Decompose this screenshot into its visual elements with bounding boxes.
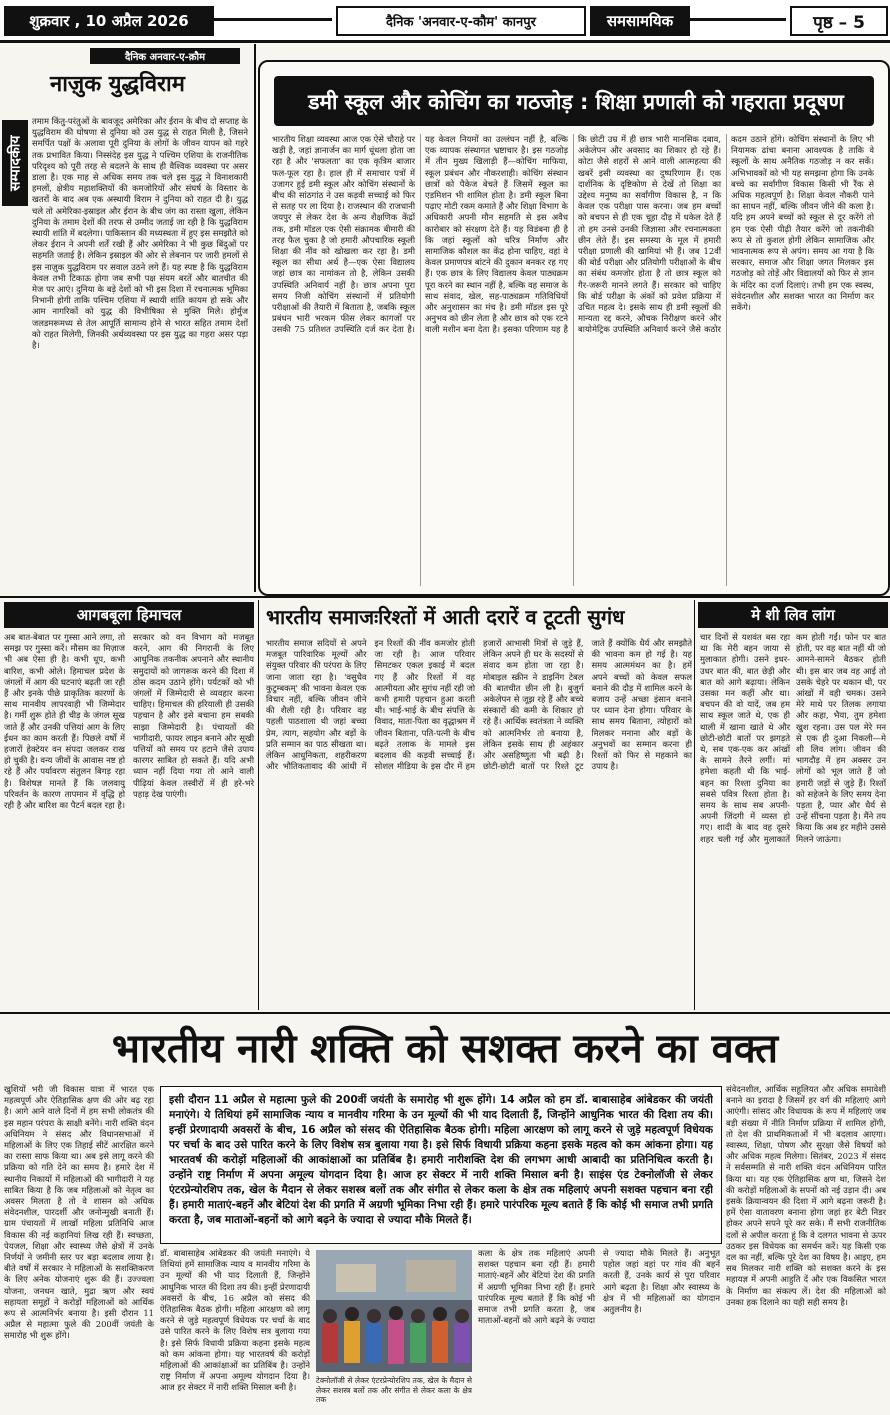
editorial-text: तमाम किंतु-परंतुओं के बावजूद अमेरिका और ईरान के बीच दो सप्ताह के युद्धविराम की घोषणा से दुनिया को उस युद्ध से राहत मिली है, जिसने समर्पित पक्षों के अलावा पूरी दुनिया के लोगों के जीवन यापन को गहरे तक प्रभावित किया। निस्संदेह इस युद्ध ने पश्चिम एशिया के राजनीतिक परिदृश्य को पूरी तरह से बदलने के साथ ही वैश्विक व्यवस्था पर असर डाला है। एक माह से अधिक समय तक चले इस युद्ध ने विनाशकारी हमलों, क्षेत्रीय महाशक्तियों की कमजोरियों और संघर्ष के विस्तार के खतरों के बाद अब एक अस्थायी विराम ने दुनिया को राहत दी है। युद्ध चले तो अमेरिका-इस्राइल और ईरान के बीच जंग का रास्ता खुला, लेकिन दुनिया के तमाम देशों की तरफ से उम्मीद जताई जा रही है कि युद्धविराम स्थायी शांति में बदलेगा। पाकिस्तान की मध्यस्थता में हुए इस समझौते को लेकर ईरान ने अपनी शर्तें रखी हैं और अमेरिका ने भी कुछ बिंदुओं पर सहमति जताई है। लेकिन इस्राइल की ओर से लेबनान पर जारी हमलों से इस नाज़ुक युद्धविराम पर सवाल उठने लगे हैं। यह स्पष्ट है कि युद्धविराम केवल तभी टिकाऊ होगा जब सभी पक्ष संयम बरतें और बातचीत की मेज पर आएं। दुनिया के बड़े देशों को भी इस दिशा में रचनात्मक भूमिका निभानी होगी ताकि पश्चिम एशिया में स्थायी शांति कायम हो सके और आम नागरिकों को युद्ध की विभीषिका से मुक्ति मिले। होर्मुज जलडमरूमध्य से तेल आपूर्ति सामान्य होने से भारत सहित तमाम देशों को राहत मिलेगी, जिनकी अर्थव्यवस्था पर इस युद्ध का गहरा असर पड़ा है। <box>32 116 248 351</box>
feature-mid2-column <box>478 1248 720 1414</box>
live-long-text: चार दिनों से यशवंत बस रहा था कि मेरी बहन जाया से मुलाकात होगी। उसने इधर-उधर बात की, बात छेड़ी और बात को आगे बढ़ाया। लेकिन उसका मन कहीं और था। बचपन की वो यादें, जब हम साथ स्कूल जाते थे, एक ही थाली में खाना खाते थे और छोटी-छोटी बातों पर झगड़ते थे, सब एक-एक कर आंखों के सामने तैरने लगीं। मां हमेशा कहती थी कि भाई-बहन का रिश्ता दुनिया का सबसे पवित्र रिश्ता होता है। समय के साथ सब अपनी-अपनी जिंदगी में व्यस्त हो गए। शादी के बाद वह दूसरे शहर चली गई और मुलाकातें कम होती गईं। फोन पर बात होती, पर वह बात नहीं थी जो आमने-सामने बैठकर होती थी। इस बार जब वह आई तो उसके चेहरे पर थकान थी, पर आंखों में वही चमक। उसने मेरे माथे पर तिलक लगाया और कहा, भैया, तुम हमेशा खुश रहना। उस पल मेरे मन से एक ही दुआ निकली—मे शी लिव लांग। जीवन की भागदौड़ में हम अक्सर उन लोगों को भूल जाते हैं जो हमारी जड़ों से जुड़े हैं। रिश्तों को सहेजने के लिए समय देना पड़ता है, प्यार और धैर्य से उन्हें सींचना पड़ता है। मैंने तय किया कि अब हर महीने उससे मिलने जाऊंगा। <box>700 632 886 844</box>
himachal-title: आगबबूला हिमाचल <box>4 602 254 628</box>
feature-title: भारतीय नारी शक्ति को सशक्त करने का वक्त <box>111 1026 779 1072</box>
feature-right-column <box>726 1084 886 1414</box>
page-number: पृष्ठ – 5 <box>813 12 865 33</box>
editorial-side-label: सम्पादकीय <box>2 120 28 206</box>
lead-text: भारतीय शिक्षा व्यवस्था आज एक ऐसे चौराहे पर खड़ी है, जहां ज्ञानार्जन का मार्ग धूंधला होता जा रहा है और 'सफलता' का एक कृत्रिम बाजार फल-फूल रहा है। हाल ही में समाचार पत्रों में उजागर हुई डमी स्कूल और कोचिंग संस्थानों के बीच की सांठगांठ ने उस कड़वी सच्चाई को फिर से सतह पर ला दिया है। राजस्थान की राजधानी जयपुर से लेकर देश के अन्य शैक्षणिक केंद्रों तक, डमी मॉडल एक ऐसी संक्रामक बीमारी की तरह फैल चुका है जो हमारी औपचारिक स्कूली शिक्षा की नींव को खोखला कर रहा है। डमी स्कूल का सीधा अर्थ है—एक ऐसा विद्यालय जहां छात्र का नामांकन तो है, लेकिन उसकी उपस्थिति अनिवार्य नहीं है। छात्र अपना पूरा समय निजी कोचिंग संस्थानों में प्रतियोगी परीक्षाओं की तैयारी में बिताता है, जबकि स्कूल प्रबंधन भारी भरकम फीस लेकर कागजों पर उसकी 75 प्रतिशत उपस्थिति दर्ज कर देता है। यह केवल नियमों का उल्लंघन नहीं है, बल्कि एक व्यापक संस्थागत भ्रष्टाचार है। इस गठजोड़ में तीन मुख्य खिलाड़ी हैं—कोचिंग माफिया, स्कूल प्रबंधन और नौकरशाही। कोचिंग संस्थान छात्रों को पैकेज बेचते हैं जिसमें स्कूल का एडमिशन भी शामिल होता है। डमी स्कूल बिना पढ़ाए मोटी रकम कमाते हैं और शिक्षा विभाग के अधिकारी अपनी मौन सहमति से इस अवैध कारोबार को संरक्षण देते हैं। यह विडंबना ही है कि जहां स्कूलों को चरित्र निर्माण और सामाजिक कौशल का केंद्र होना चाहिए, वहां वे केवल प्रमाणपत्र बांटने की दुकान बनकर रह गए हैं। एक छात्र के लिए विद्यालय केवल पाठ्यक्रम पूरा करने का स्थान नहीं है, बल्कि वह समाज के साथ संवाद, खेल, सह-पाठ्यक्रम गतिविधियों और अनुशासन का मंच है। डमी मॉडल इस पूरे अनुभव को छीन लेता है और छात्र को एक रटने वाली मशीन बना देता है। इसका परिणाम यह है कि छोटी उम्र में ही छात्र भारी मानसिक दबाव, अकेलेपन और अवसाद का शिकार हो रहे हैं। कोटा जैसे शहरों से आने वाली आत्महत्या की खबरें इसी व्यवस्था का दुष्परिणाम हैं। एक दार्शनिक के दृष्टिकोण से देखें तो शिक्षा का उद्देश्य मनुष्य का सर्वांगीण विकास है, न कि केवल एक परीक्षा पास करना। जब हम बच्चों को बचपन से ही एक चूहा दौड़ में धकेल देते हैं तो हम उनसे उनकी जिज्ञासा और रचनात्मकता छीन लेते हैं। इस समस्या के मूल में हमारी परीक्षा प्रणाली की खामियां भी हैं। जब 12वीं की बोर्ड परीक्षा और प्रतियोगी परीक्षाओं के बीच का संबंध कमजोर होता है तो छात्र स्कूल को गैर-जरूरी मानने लगते हैं। सरकार को चाहिए कि बोर्ड परीक्षा के अंकों को प्रवेश प्रक्रिया में उचित महत्व दे। इसके साथ ही डमी स्कूलों की मान्यता रद्द करने, औचक निरीक्षण करने और बायोमेट्रिक उपस्थिति अनिवार्य करने जैसे कठोर कदम उठाने होंगे। कोचिंग संस्थानों के लिए भी नियामक ढांचा बनाना आवश्यक है ताकि वे स्कूलों के साथ अनैतिक गठजोड़ न कर सकें। अभिभावकों को भी यह समझना होगा कि उनके बच्चे का सर्वांगीण विकास किसी भी रैंक से अधिक महत्वपूर्ण है। शिक्षा केवल नौकरी पाने का साधन नहीं, बल्कि जीवन जीने की कला है। यदि हम अपने बच्चों को स्कूल से दूर करेंगे तो हम एक ऐसी पीढ़ी तैयार करेंगे जो तकनीकी रूप से तो कुशल होगी लेकिन सामाजिक और भावनात्मक रूप से अपंग। समय आ गया है कि सरकार, समाज और शिक्षा जगत मिलकर इस गठजोड़ को तोड़ें और विद्यालयों को फिर से ज्ञान के मंदिर का दर्जा दिलाएं। तभी हम एक स्वस्थ, संवेदनशील और सशक्त भारत का निर्माण कर सकेंगे। <box>272 134 874 335</box>
divider-2 <box>0 1012 890 1014</box>
lead-title: डमी स्कूल और कोचिंग का गठजोड़ : शिक्षा प्रणाली को गहराता प्रदूषण <box>308 90 844 114</box>
feature-caption-text: टेक्नोलॉजी से लेकर एंटरप्रेन्योरशिप तक, खेल के मैदान से लेकर सशस्त्र बलों तक और संगीत से लेकर कला के क्षेत्र तक <box>316 1376 472 1405</box>
header-rule-right <box>690 18 786 21</box>
society-body <box>266 638 692 1006</box>
page-number-box <box>790 6 888 36</box>
feature-lead-box <box>160 1086 722 1244</box>
section-box <box>590 6 690 36</box>
feature-left-column <box>4 1084 154 1414</box>
date-box <box>4 6 214 36</box>
feature-photo <box>316 1250 472 1372</box>
himachal-body <box>4 632 254 1006</box>
editorial-body <box>32 116 248 586</box>
feature-left-text: खुशियों भरी जी विकास यात्रा में भारत एक महत्वपूर्ण और ऐतिहासिक क्षण की ओर बढ़ रहा है। आगे आने वाले दिनों में हम सभी लोकतंत्र की इस महान परंपरा के साक्षी बनेंगे। नारी शक्ति वंदन अधिनियम ने संसद और विधानसभाओं में महिलाओं के लिए एक तिहाई सीटें आरक्षित करने का रास्ता साफ किया था। अब इसे लागू करने की प्रक्रिया को गति देने का समय है। हमारे देश में स्थानीय निकायों में महिलाओं की भागीदारी ने यह साबित किया है कि जब महिलाओं को नेतृत्व का अवसर मिलता है तो वे शासन को अधिक संवेदनशील, पारदर्शी और जनोन्मुखी बनाती हैं। ग्राम पंचायतों में लाखों महिला प्रतिनिधि आज विकास की नई कहानियां लिख रही हैं। स्वच्छता, पेयजल, शिक्षा और स्वास्थ्य जैसे क्षेत्रों में उनके निर्णयों ने जमीनी स्तर पर बड़ा बदलाव लाया है। बीते वर्षों में सरकार ने महिलाओं के सशक्तिकरण के लिए अनेक योजनाएं शुरू की हैं। उज्ज्वला योजना, जनधन खाते, मुद्रा ऋण और स्वयं सहायता समूहों ने करोड़ों महिलाओं को आर्थिक रूप से आत्मनिर्भर बनाया है। इसी दौरान 11 अप्रैल से महात्मा फुले की 200वीं जयंती के समारोह भी शुरू होंगे। <box>4 1084 154 1341</box>
lead-body <box>272 134 874 586</box>
feature-mid-column <box>160 1248 310 1414</box>
himachal-article <box>0 600 259 1010</box>
feature-photo-caption <box>316 1376 472 1414</box>
live-long-title: मे शी लिव लांग <box>698 602 888 628</box>
feature-article <box>0 1016 890 1415</box>
header-rule-left <box>214 18 332 21</box>
women-crowd-illustration <box>316 1250 472 1372</box>
feature-mid-text: डॉ. बाबासाहेब आंबेडकर की जयंती मनाएंगे। ये तिथियां हमें सामाजिक न्याय व मानवीय गरिमा के उन मूल्यों की भी याद दिलाती हैं, जिन्होंने आधुनिक भारत की दिशा तय की। इन्हीं प्रेरणादायी अवसरों के बीच, 16 अप्रैल को संसद की ऐतिहासिक बैठक होगी। महिला आरक्षण को लागू करने से जुड़े महत्वपूर्ण विधेयक पर चर्चा के बाद उसे पारित करने के लिए विशेष सत्र बुलाया गया है। इसे सिर्फ विधायी प्रक्रिया कहना इसके महत्व को कम आंकना होगा। यह भारतवर्ष की करोड़ों महिलाओं की आकांक्षाओं का प्रतिबिंब है। उन्होंने राष्ट्र निर्माण में अपना अमूल्य योगदान दिया है। आज हर सेक्टर में नारी शक्ति मिसाल बनी है। <box>160 1248 310 1393</box>
live-long-article <box>698 600 888 1010</box>
editorial-kicker: दैनिक अनवार-ए-क़ौम <box>90 48 240 64</box>
section-name: समसामयिक <box>606 12 674 30</box>
masthead-box <box>336 6 586 36</box>
society-title: भारतीय समाजःरिश्तों में आती दरारें व टूटती सुगंध <box>266 605 625 629</box>
live-long-body <box>700 632 886 1006</box>
feature-lead: इसी दौरान 11 अप्रैल से महात्मा फुले की 200वीं जयंती के समारोह भी शुरू होंगे। 14 अप्रैल को हम डॉ. बाबासाहेब आंबेडकर की जयंती मनाएंगे। ये तिथियां हमें सामाजिक न्याय व मानवीय गरिमा के उन मूल्यों की भी याद दिलाती हैं, जिन्होंने आधुनिक भारत की दिशा तय की। इन्हीं प्रेरणादायी अवसरों के बीच, 16 अप्रैल को संसद की ऐतिहासिक बैठक होगी। महिला आरक्षण को लागू करने से जुड़े महत्वपूर्ण विधेयक पर चर्चा के बाद उसे पारित करने के लिए विशेष सत्र बुलाया गया है। इसे सिर्फ विधायी प्रक्रिया कहना इसके महत्व को कम आंकना होगा। यह भारतवर्ष की करोड़ों महिलाओं की आकांक्षाओं का प्रतिबिंब है। हमारी नारीशक्ति देश की लगभग आधी आबादी का प्रतिनिधित्व करती है। उन्होंने राष्ट्र निर्माण में अपना अमूल्य योगदान दिया है। आज हर सेक्टर में नारी शक्ति मिसाल बनी है। साइंस एंड टेक्नोलॉजी से लेकर एंटरप्रेन्योरशिप तक, खेल के मैदान से लेकर सशस्त्र बलों तक और संगीत से लेकर कला के क्षेत्र तक महिलाएं अपनी सशक्त पहचान बना रही हैं। हमारी माताएं-बहनें और बेटियां देश की प्रगति में अग्रणी भूमिका निभा रही हैं। हमारे पारंपरिक मूल्य बताते हैं कि कोई भी समाज तभी प्रगति करता है, जब माताओं-बहनों को आगे बढ़ने के ज्यादा से ज्यादा मौके मिलते हैं। <box>169 1094 713 1226</box>
issue-date: शुक्रवार , 10 अप्रैल 2026 <box>29 12 189 30</box>
feature-right-text: संवेदनशील, आर्थिक सहूलियत और अधिक समावेशी बनाने का इरादा है जिसमें हर वर्ग की महिलाएं आगे आएंगी। सांसद और विधायक के रूप में महिलाएं जब बड़ी संख्या में नीति निर्माण प्रक्रिया में शामिल होंगी, तो देश की प्राथमिकताओं में भी बदलाव आएगा। स्वास्थ्य, शिक्षा, पोषण और सुरक्षा जैसे विषयों को और अधिक महत्व मिलेगा। सितंबर, 2023 में संसद ने सर्वसम्मति से नारी शक्ति वंदन अधिनियम पारित किया था। यह एक ऐतिहासिक क्षण था, जिसने देश की करोड़ों महिलाओं के सपनों को नई उड़ान दी। अब इसके क्रियान्वयन की दिशा में आगे बढ़ना जरूरी है। हमें ऐसा वातावरण बनाना होगा जहां हर बेटी निडर होकर अपने सपने पूरे कर सके। मैं सभी राजनीतिक दलों से अपील करता हूं कि वे दलगत भावना से ऊपर उठकर इस विधेयक का समर्थन करें। यह किसी एक दल का नहीं, बल्कि पूरे देश का विषय है। आइए, हम सब मिलकर नारी शक्ति को सशक्त करने के इस महायज्ञ में अपनी आहुति दें और एक विकसित भारत के निर्माण का संकल्प लें। देश की महिलाओं को उनका हक दिलाने का यही सही समय है। <box>726 1084 886 1307</box>
feature-mid2-text: कला के क्षेत्र तक महिलाएं अपनी सशक्त पहचान बना रही हैं। हमारी माताएं-बहनें और बेटियां देश की प्रगति में अग्रणी भूमिका निभा रही हैं। हमारे पारंपरिक मूल्य बताते हैं कि कोई भी समाज तभी प्रगति करता है, जब माताओं-बहनों को आगे बढ़ने के ज्यादा से ज्यादा मौके मिलते हैं। अनुभूत पहोल जहां वहां पर गांव की बहनें करती हैं, उनके कार्य से पूरा परिवार आगे बढ़ता है। शिक्षा और स्वास्थ्य के क्षेत्र में भी महिलाओं का योगदान अतुलनीय है। <box>478 1248 720 1326</box>
editorial-section <box>0 44 256 592</box>
editorial-title: नाज़ुक युद्धविराम <box>50 72 185 97</box>
society-article <box>262 600 695 1010</box>
lead-article <box>258 60 890 596</box>
divider-1 <box>0 596 890 598</box>
paper-name: दैनिक 'अनवार-ए-कौम' कानपुर <box>386 15 536 30</box>
himachal-text: अब बात-बेबात पर गुस्सा आने लगा, तो समझ पर गुस्सा करें। मौसम का मिज़ाज भी अब ऐसा ही है। कभी धूप, कभी बारिश, कभी ओले। हिमाचल प्रदेश के जंगलों में आग की घटनाएं बढ़ती जा रही हैं और इनके पीछे प्राकृतिक कारणों के साथ मानवीय लापरवाही भी जिम्मेदार है। गर्मी शुरू होते ही चीड़ के जंगल सूख जाते हैं और उनकी पत्तियां आग के लिए ईंधन का काम करती हैं। पिछले वर्षों में हजारों हेक्टेयर वन संपदा जलकर राख हो चुकी है। वन्य जीवों के आवास नष्ट हो रहे हैं और पर्यावरण संतुलन बिगड़ रहा है। विशेषज्ञ मानते हैं कि जलवायु परिवर्तन के कारण तापमान में वृद्धि हो रही है और बारिश का पैटर्न बदल रहा है। सरकार को वन विभाग को मजबूत करने, आग की निगरानी के लिए आधुनिक तकनीक अपनाने और स्थानीय समुदायों को जागरूक करने की दिशा में ठोस कदम उठाने होंगे। पर्यटकों को भी जंगलों में जिम्मेदारी से व्यवहार करना चाहिए। हिमाचल की हरियाली ही उसकी पहचान है और इसे बचाना हम सबकी साझा जिम्मेदारी है। पंचायतों की भागीदारी, फायर लाइन बनाने और सूखी पत्तियों को समय पर हटाने जैसे उपाय कारगर साबित हो सकते हैं। यदि अभी ध्यान नहीं दिया गया तो आने वाली पीढ़ियां केवल तस्वीरों में ही हरे-भरे पहाड़ देख पाएंगी। <box>4 632 254 811</box>
society-text: भारतीय समाज सदियों से अपने मजबूत पारिवारिक मूल्यों और संयुक्त परिवार की परंपरा के लिए जाना जाता रहा है। 'वसुधैव कुटुम्बकम्' की भावना केवल एक विचार नहीं, बल्कि जीवन जीने की शैली रही है। परिवार वह पहली पाठशाला थी जहां बच्चा प्रेम, त्याग, सहयोग और बड़ों के प्रति सम्मान का पाठ सीखता था। लेकिन आधुनिकता, शहरीकरण और भौतिकतावाद की आंधी में इन रिश्तों की नींव कमजोर होती जा रही है। आज परिवार सिमटकर एकल इकाई में बदल गए हैं और रिश्तों में वह आत्मीयता और सुगंध नहीं रही जो कभी हमारी पहचान हुआ करती थी। भाई-भाई के बीच संपत्ति के विवाद, माता-पिता का वृद्धाश्रम में जीवन बिताना, पति-पत्नी के बीच बढ़ते तलाक के मामले इस बदलाव की कड़वी सच्चाई हैं। सोशल मीडिया के इस दौर में हम हजारों आभासी मित्रों से जुड़े हैं, लेकिन अपने ही घर के सदस्यों से संवाद कम होता जा रहा है। मोबाइल स्क्रीन ने डाइनिंग टेबल की बातचीत छीन ली है। बुजुर्ग अकेलेपन से जूझ रहे हैं और बच्चे संस्कारों की कमी के शिकार हो रहे हैं। आर्थिक स्वतंत्रता ने व्यक्ति को आत्मनिर्भर तो बनाया है, लेकिन इसके साथ ही अहंकार और असहिष्णुता भी बढ़ी है। छोटी-छोटी बातों पर रिश्ते टूट जाते हैं क्योंकि धैर्य और समझौते की भावना कम हो गई है। यह समय आत्ममंथन का है। हमें अपने बच्चों को केवल सफल बनाने की दौड़ में शामिल करने के बजाय उन्हें अच्छा इंसान बनाने पर ध्यान देना होगा। परिवार के साथ समय बिताना, त्योहारों को मिलकर मनाना और बड़ों के अनुभवों का सम्मान करना ही रिश्तों को फिर से महकाने का उपाय है। <box>266 638 692 772</box>
page-header <box>0 0 890 43</box>
